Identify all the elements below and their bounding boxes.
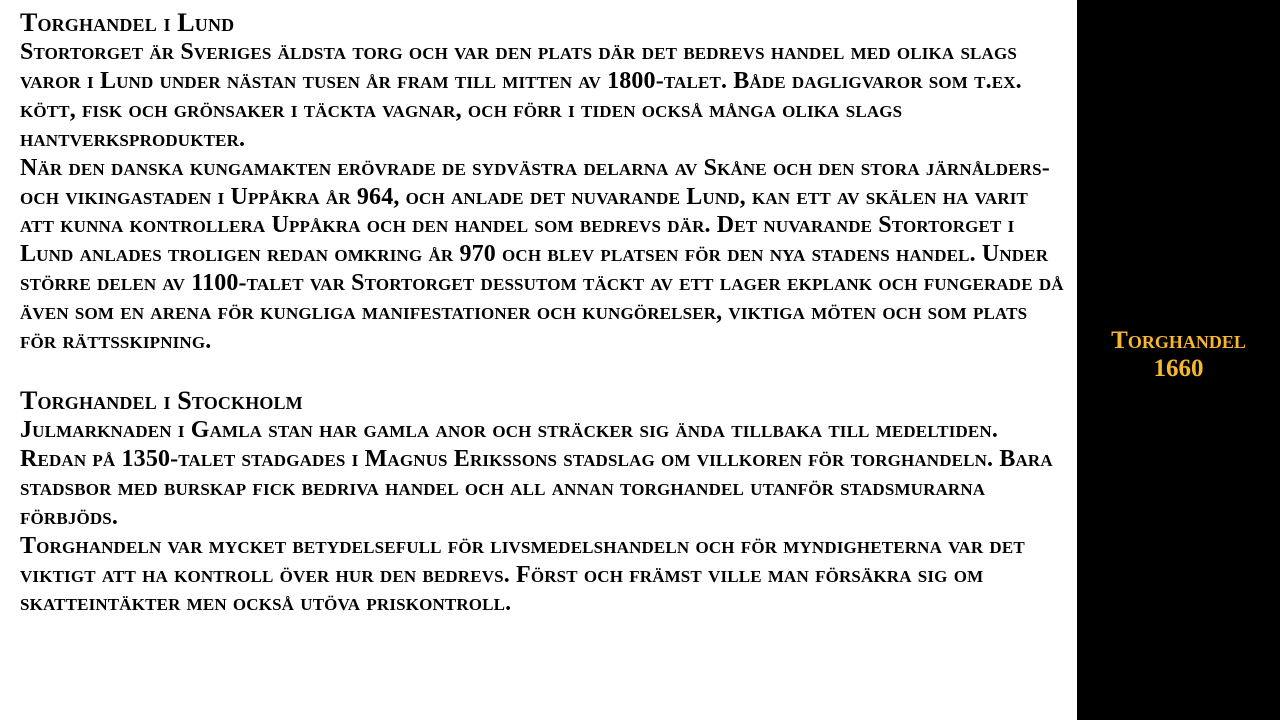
- section-spacer: [20, 356, 1065, 386]
- paragraph-lund-1: Stortorget är Sveriges äldsta torg och var den plats där det bedrevs handel med olika slags varor i Lund under nästan tusen år fram till mitten av 1800-talet. Både dagligvaror som t.ex. kött, fisk och grönsaker i täckta vagnar, och förr i tiden också många olika slags hantverksprodukter.: [20, 39, 1022, 152]
- paragraph-stockholm-2: Torghandeln var mycket betydelsefull för livsmedelshandeln och för myndigheterna var det viktigt att ha kontroll över hur den bedrevs. Först och främst ville man försäkra sig om skatteintäkter men också utöva priskontroll.: [20, 532, 1025, 617]
- main-text-area: [20, 8, 1065, 713]
- paragraph-stockholm-1: Julmarknaden i Gamla stan har gamla anor och sträcker sig ända tillbaka till medeltiden. Redan på 1350-talet stadgades i Magnus Erikssons stadslag om villkoren för torghandeln. Bara stadsbor med burskap fick bedriva handel och all annan torghandel utanför stadsmurarna förbjöds.: [20, 416, 1053, 530]
- paragraph-lund-2: När den danska kungamakten erövrade de sydvästra delarna av Skåne och den stora järnålders- och vikingastaden i Uppåkra år 964, och anlade det nuvarande Lund, kan ett av skälen ha varit att kunna kontrollera Uppåkra och den handel som bedrevs där. Det nuvarande Stortorget i Lund anlades troligen redan omkring år 970 och blev platsen för den nya stadens handel. Under större delen av 1100-talet var Stortorget dessutom täckt av ett lager ekplank och fungerade då även som en arena för kungliga manifestationer och kungörelser, viktiga möten och som plats för rättsskipning.: [20, 154, 1064, 355]
- sidebar-title-line-1: Torghandel: [1111, 327, 1246, 354]
- section-heading-lund: Torghandel i Lund: [20, 8, 235, 37]
- section-heading-stockholm: Torghandel i Stockholm: [20, 385, 303, 415]
- sidebar-panel: [1077, 0, 1280, 720]
- sidebar-title: [1111, 327, 1246, 383]
- sidebar-title-line-2: 1660: [1153, 355, 1204, 382]
